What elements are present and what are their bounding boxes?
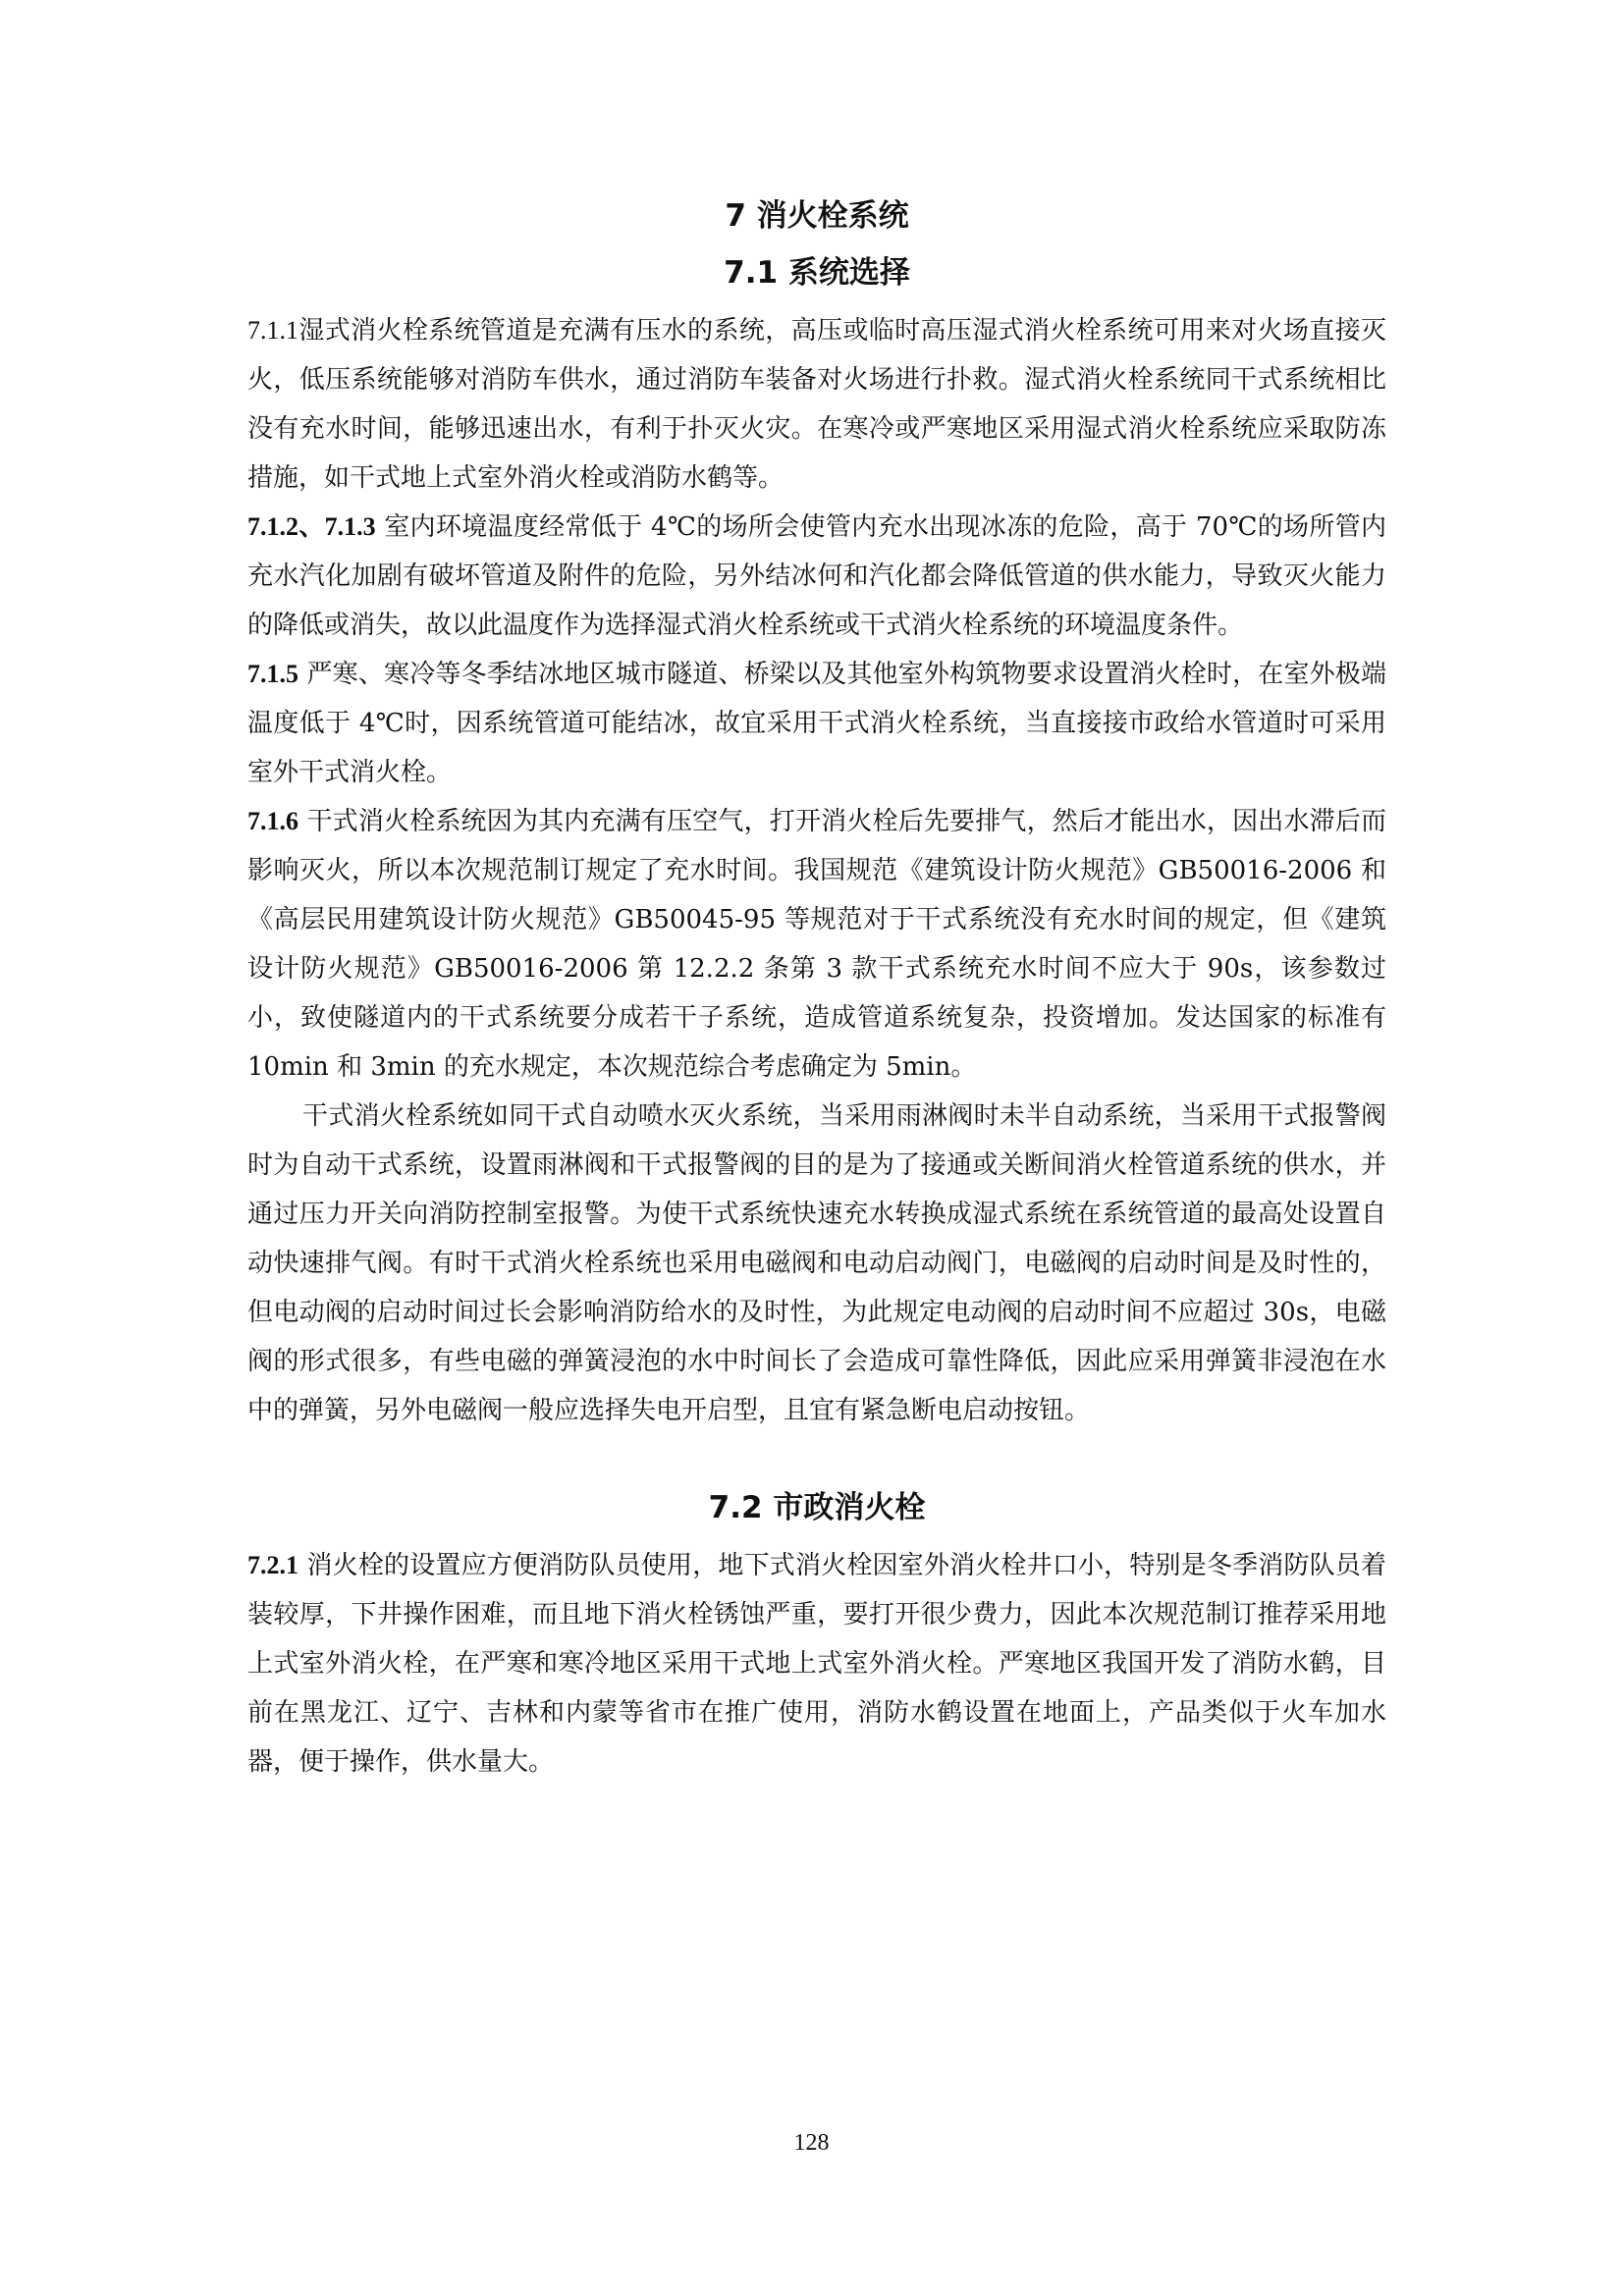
paragraph-text: 室内环境温度经常低于 4℃的场所会使管内充水出现冰冻的危险，高于 70℃的场所管内充水汽化加剧有破坏管道及附件的危险，另外结冰何和汽化都会降低管道的供水能力，导致灭火能力的降低或消失，故以此温度作为选择湿式消火栓系统或干式消火栓系统的环境温度条件。: [247, 512, 1386, 640]
clause-number: 7.2.1: [247, 1551, 298, 1579]
clause-number: 7.1.6: [247, 807, 298, 835]
paragraph-text: 湿式消火栓系统管道是充满有压水的系统，高压或临时高压湿式消火栓系统可用来对火场直接灭火，低压系统能够对消防车供水，通过消防车装备对火场进行扑救。湿式消火栓系统同干式系统相比没有充水时间，能够迅速出水，有利于扑灭火灾。在寒冷或严寒地区采用湿式消火栓系统应采取防冻措施，如干式地上式室外消火栓或消防水鹤等。: [247, 316, 1386, 493]
paragraph-text: 干式消火栓系统因为其内充满有压空气，打开消火栓后先要排气，然后才能出水，因出水滞后而影响灭火，所以本次规范制订规定了充水时间。我国规范《建筑设计防火规范》GB50016-2006 和《高层民用建筑设计防火规范》GB50045-95 等规范对于干式系统没有充水时间的规定，但《建筑设计防火规范》GB50016-2006 第 12.2.2 条第 3 款干式系统充水时间不应大于 90s，该参数过小，致使隧道内的干式系统要分成若干子系统，造成管道系统复杂，投资增加。发达国家的标准有 10min 和 3min 的充水规定，本次规范综合考虑确定为 5min。: [247, 807, 1386, 1082]
paragraph-dry-system: [247, 1092, 1386, 1435]
paragraph-7-1-1: [247, 306, 1386, 503]
section-7-1: [247, 253, 1386, 1435]
section-7-2: [247, 1488, 1386, 1787]
paragraph-text: 严寒、寒冷等冬季结冰地区城市隧道、桥梁以及其他室外构筑物要求设置消火栓时，在室外极端温度低于 4℃时，因系统管道可能结冰，故宜采用干式消火栓系统，当直接接市政给水管道时可采用室外干式消火栓。: [247, 660, 1386, 787]
section-title: 7.2 市政消火栓: [708, 1490, 926, 1525]
paragraph-7-1-6: [247, 797, 1386, 1092]
section-title: 7.1 系统选择: [724, 255, 910, 291]
page-number: 128: [793, 2130, 830, 2156]
clause-number: 7.1.1: [247, 316, 298, 345]
document-page: [247, 196, 1386, 1787]
paragraph-7-1-2: [247, 503, 1386, 650]
clause-number: 7.1.5: [247, 660, 298, 688]
paragraph-7-1-5: [247, 650, 1386, 797]
clause-number: 7.1.2、7.1.3: [247, 512, 376, 541]
paragraph-7-2-1: [247, 1541, 1386, 1787]
chapter-title: 7 消火栓系统: [725, 198, 909, 234]
paragraph-text: 消火栓的设置应方便消防队员使用，地下式消火栓因室外消火栓井口小，特别是冬季消防队员着装较厚，下井操作困难，而且地下消火栓锈蚀严重，要打开很少费力，因此本次规范制订推荐采用地上式室外消火栓，在严寒和寒冷地区采用干式地上式室外消火栓。严寒地区我国开发了消防水鹤，目前在黑龙江、辽宁、吉林和内蒙等省市在推广使用，消防水鹤设置在地面上，产品类似于火车加水器，便于操作，供水量大。: [247, 1551, 1386, 1777]
paragraph-text: 干式消火栓系统如同干式自动喷水灭火系统，当采用雨淋阀时未半自动系统，当采用干式报警阀时为自动干式系统，设置雨淋阀和干式报警阀的目的是为了接通或关断间消火栓管道系统的供水，并通过压力开关向消防控制室报警。为使干式系统快速充水转换成湿式系统在系统管道的最高处设置自动快速排气阀。有时干式消火栓系统也采用电磁阀和电动启动阀门，电磁阀的启动时间是及时性的，但电动阀的启动时间过长会影响消防给水的及时性，为此规定电动阀的启动时间不应超过 30s，电磁阀的形式很多，有些电磁的弹簧浸泡的水中时间长了会造成可靠性降低，因此应采用弹簧非浸泡在水中的弹簧，另外电磁阀一般应选择失电开启型，且宜有紧急断电启动按钮。: [247, 1101, 1386, 1425]
